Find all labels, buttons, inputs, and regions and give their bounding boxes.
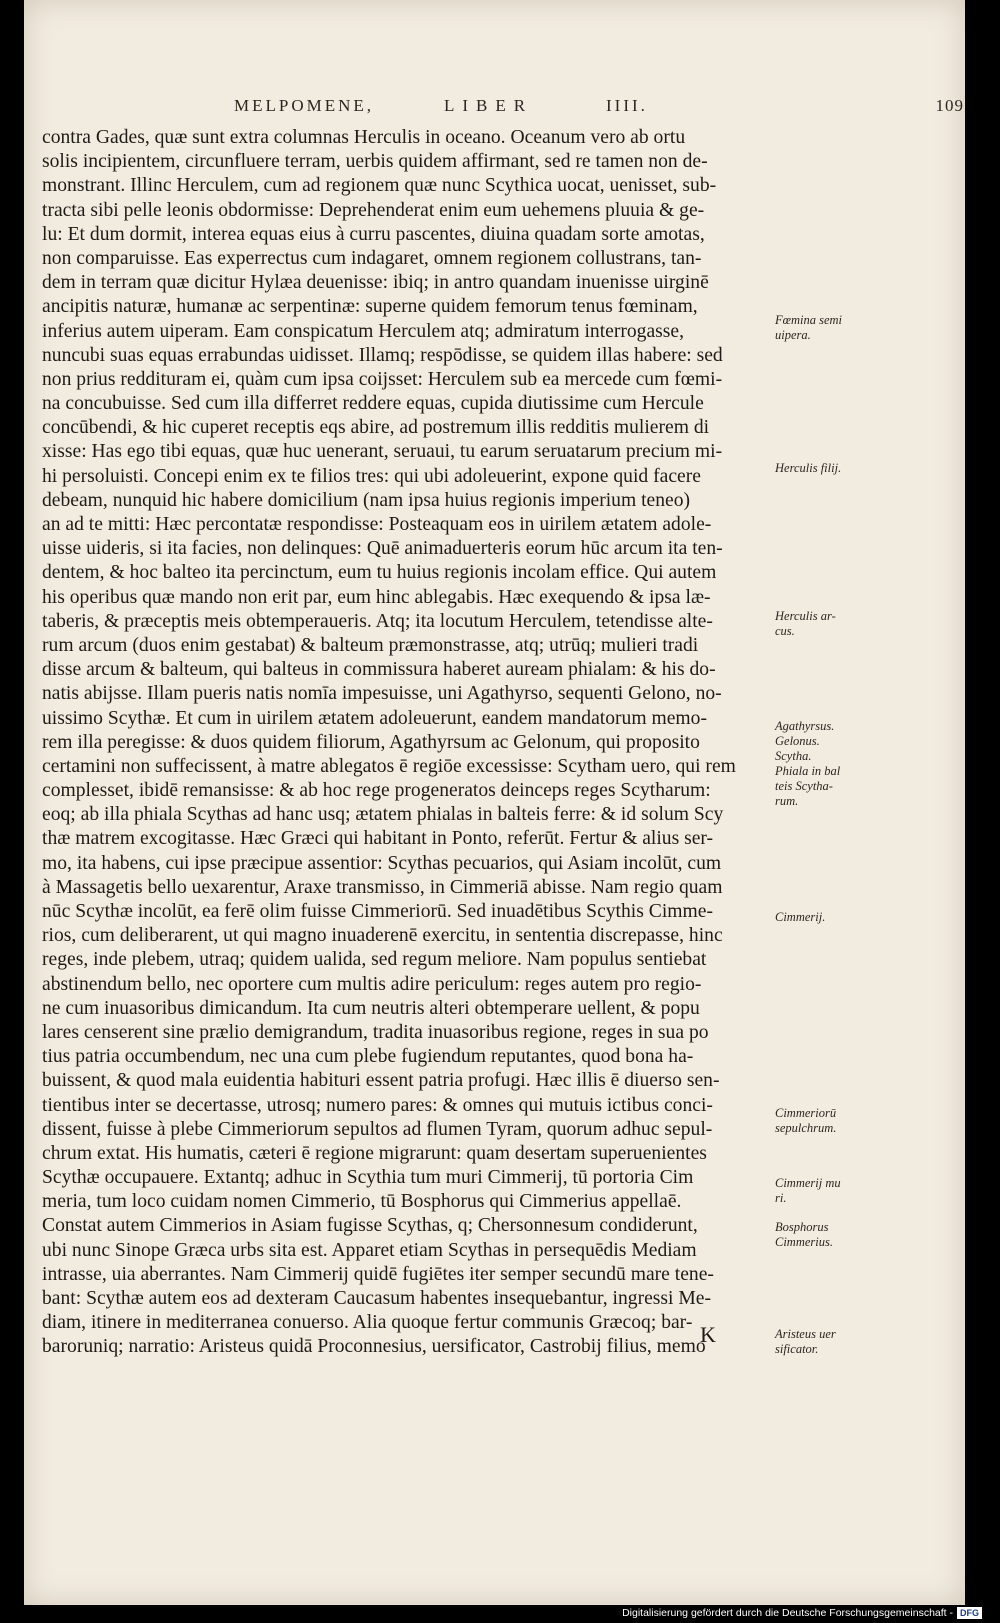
text-line: diam, itinere in mediterranea conuerso. Alia quoque fertur communis Græcoq; bar- (42, 1312, 693, 1334)
text-line: nuncubi suas equas errabundas uidisset. Illamq; respōdisse, se quidem illas habere: sed (42, 344, 723, 366)
text-line: lu: Et dum dormit, interea equas eius à curru pascentes, diuina quadam sorte amotas, (42, 223, 705, 245)
marginal-note-line: Agathyrsus. (775, 719, 835, 733)
text-line: concūbendi, & hic cuperet receptis eqs abire, ad postremum illis redditis mulierem di (42, 417, 710, 439)
marginal-note-line: rum. (775, 794, 799, 808)
text-line: contra Gades, quæ sunt extra columnas Herculis in oceano. Oceanum vero ab ortu (42, 127, 686, 148)
marginal-note (775, 910, 870, 925)
text-line: meria, tum loco cuidam nomen Cimmerio, tū Bosphorus qui Cimmerius appellaē. (42, 1191, 682, 1213)
text-line: uisse uideris, si ita facies, non delinques: Quē animaduerteris eorum hūc arcum ita ten- (42, 538, 723, 560)
text-line: rem illa peregisse: & duos quidem filiorum, Agathyrsum ac Gelonum, qui proposito (42, 731, 700, 753)
text-line: rum arcum (duos enim gestabat) & balteum præmonstrasse, atq; utrūq; mulieri tradi (42, 634, 699, 656)
text-line: ne cum inuasoribus dimicandum. Ita cum neutris alteri obtemperare uellent, & popu (42, 997, 700, 1019)
text-line: an ad te mitti: Hæc percontatæ respondisse: Posteaquam eos in uirilem ætatem adole- (42, 514, 712, 535)
running-header (234, 96, 964, 120)
text-line: debeam, nunquid hic habere domicilium (nam ipsa huius regionis imperium teneo) (42, 489, 691, 511)
footer-credit (622, 1606, 982, 1620)
marginal-note-line: Fœmina semi (775, 313, 843, 327)
text-line: nūc Scythæ incolūt, ea ferē olim fuisse Cimmeriorū. Sed inuadētibus Scythis Cimme- (42, 901, 713, 922)
text-line: Constat autem Cimmerios in Asiam fugisse Scythas, q; Chersonnesum condiderunt, (42, 1215, 698, 1237)
text-line: disse arcum & balteum, qui balteus in commissura haberet auream phialam: & his do- (42, 659, 716, 681)
text-line: mo, ita habens, cui ipse præcipue assentior: Scythas pecuarios, qui Asiam incolūt, cum (42, 852, 722, 874)
text-line: his operibus quæ mando non erit par, eum hinc ablegabis. Hæc exequendo & ipsa læ- (42, 586, 711, 608)
text-line: tius patria occumbendum, nec una cum plebe fugiendum reputantes, quod bona ha- (42, 1046, 694, 1068)
text-line: dentem, & hoc balteo ita percinctum, eum tu huius regionis incolam effice. Qui autem (42, 562, 717, 584)
main-text-block (42, 126, 772, 1360)
text-line: hi persoluisti. Concepi enim ex te filios tres: qui ubi adoleuerint, expone quid facere (42, 465, 701, 487)
page-number: 109 (935, 96, 964, 115)
text-line: uissimo Scythæ. Et cum in uirilem ætatem adoleuerunt, eandem mandatorum memo- (42, 707, 707, 729)
text-line: tientibus inter se decertasse, utrosq; numero pares: & omnes qui mutuis ictibus conci- (42, 1094, 713, 1116)
marginal-note-line: Scytha. (775, 749, 812, 763)
marginal-note-line: Herculis filij. (775, 461, 842, 475)
marginal-note-line: sepulchrum. (775, 1121, 837, 1135)
marginal-note (775, 1327, 870, 1357)
text-line: non prius reddituram ei, quàm cum ipsa coijsset: Herculem sub ea mercede cum fœmi- (42, 368, 723, 390)
text-line: ancipitis naturæ, humanæ ac serpentinæ: superne quidem femorum tenus fœminam, (42, 296, 698, 318)
marginal-note-line: Herculis ar- (775, 609, 836, 623)
marginal-note-line: Cimmerius. (775, 1235, 833, 1249)
marginal-note-line: Aristeus uer (775, 1327, 836, 1341)
text-line: lares censerent sine prælio demigrandum, tradita inuasoribus regione, reges in sua po (42, 1021, 709, 1043)
marginal-note-line: Bosphorus (775, 1220, 829, 1234)
text-line: dem in terram quæ dicitur Hylæa deuenisse: ibiq; in antro quandam inuenisse uirginē (42, 272, 709, 294)
header-book-number: IIII. (606, 96, 648, 115)
marginal-note-line: Gelonus. (775, 734, 820, 748)
text-line: Scythæ occupauere. Extantq; adhuc in Scythia tum muri Cimmerij, tū portoria Cim (42, 1167, 694, 1189)
marginal-note-line: uipera. (775, 328, 811, 342)
text-line: taberis, & præceptis meis obtemperaueris. Atq; ita locutum Herculem, tetendisse alte- (42, 610, 713, 632)
text-line: na concubuisse. Sed cum illa differret reddere equas, cupida diutissime cum Hercule (42, 393, 704, 415)
marginal-note (775, 461, 870, 476)
text-line: inferius autem uiperam. Eam conspicatum Herculem atq; admiratum interrogasse, (42, 320, 685, 342)
text-line: complesset, ibidē remansisse: & ab hoc rege progeneratos deinceps reges Scytharum: (42, 780, 711, 802)
text-line: certamini non suffecissent, à matre ablegatos ē regiōe excessisse: Scytham uero, qui rem (42, 755, 736, 777)
marginal-note (775, 719, 870, 809)
text-line: chrum extat. His humatis, cæteri ē regione migrarunt: quam desertam superuenientes (42, 1142, 707, 1164)
dfg-logo: DFG (957, 1607, 982, 1619)
text-line: xisse: Has ego tibi equas, quæ huc uenerant, seruaui, tu earum seruatarum precium mi- (42, 441, 723, 463)
text-line: dissent, fuisse à plebe Cimmeriorum sepultos ad flumen Tyram, quorum adhuc sepul- (42, 1118, 713, 1140)
text-line: baroruniq; narratio: Aristeus quidā Proconnesius, uersificator, Castrobij filius, memo (42, 1336, 706, 1358)
header-title: MELPOMENE, (234, 96, 375, 115)
marginal-note-line: Cimmerij. (775, 910, 826, 924)
text-line: ubi nunc Sinope Græca urbs sita est. Apparet etiam Scythas in persequēdis Mediam (42, 1239, 697, 1261)
marginal-note-line: teis Scytha- (775, 779, 833, 793)
footer-credit-text: Digitalisierung gefördert durch die Deutsche Forschungsgemeinschaft - (622, 1607, 953, 1619)
text-line: monstrant. Illinc Herculem, cum ad regionem quæ nunc Scythica uocat, uenisset, sub- (42, 175, 717, 197)
text-line: intrasse, uia aberrantes. Nam Cimmerij quidē fugiētes iter semper secundū mare tene- (42, 1263, 714, 1285)
text-line: reges, inde plebem, utraq; quidem ualida, sed regum meliore. Nam populus sentiebat (42, 949, 707, 971)
marginal-note-line: Cimmerij mu (775, 1176, 841, 1190)
marginal-note (775, 313, 870, 343)
marginal-note-line: Cimmeriorū (775, 1106, 837, 1120)
text-line: rios, cum deliberarent, ut qui magno inuaderenē exercitu, in sententia discrepasse, hinc (42, 925, 723, 947)
text-line: solis incipientem, circunfluere terram, uerbis quidem affirmant, sed re tamen non de- (42, 151, 708, 173)
marginal-note (775, 1106, 870, 1136)
marginal-note-line: cus. (775, 624, 795, 638)
text-line: à Massagetis bello uexarentur, Araxe transmisso, in Cimmeriā abisse. Nam regio quam (42, 876, 723, 898)
marginal-note (775, 1176, 870, 1206)
text-line: thæ matrem excogitasse. Hæc Græci qui habitant in Ponto, referūt. Fertur & alius ser- (42, 828, 714, 850)
text-line: abstinendum bello, nec oportere cum multis adire periculum: reges autem pro regio- (42, 973, 702, 995)
marginal-note (775, 609, 870, 639)
text-line: tracta sibi pelle leonis obdormisse: Deprehenderat enim eum uehemens pluuia & ge- (42, 199, 705, 221)
marginal-note (775, 1220, 870, 1250)
text-line: eoq; ab illa phiala Scythas ad hanc usq; ætatem phialas in balteis ferre: & id solum Scy (42, 804, 724, 826)
text-line: bant: Scythæ autem eos ad dexteram Caucasum habentes insequebantur, ingressi Me- (42, 1288, 712, 1309)
header-liber: LIBER (444, 96, 534, 115)
text-line: non comparuisse. Eas experrectus cum indagaret, omnem regionem collustrans, tan- (42, 247, 702, 269)
text-line: natis abijsse. Illam pueris natis nomīa impesuisse, uni Agathyrso, sequenti Gelono, no- (42, 683, 722, 705)
signature-mark: K (700, 1322, 716, 1347)
marginal-note-line: sificator. (775, 1342, 819, 1356)
marginal-note-line: ri. (775, 1191, 787, 1205)
marginal-note-line: Phiala in bal (775, 764, 841, 778)
text-line: buissent, & quod mala euidentia habituri essent patria profugi. Hæc illis ē diuerso sen- (42, 1070, 720, 1092)
